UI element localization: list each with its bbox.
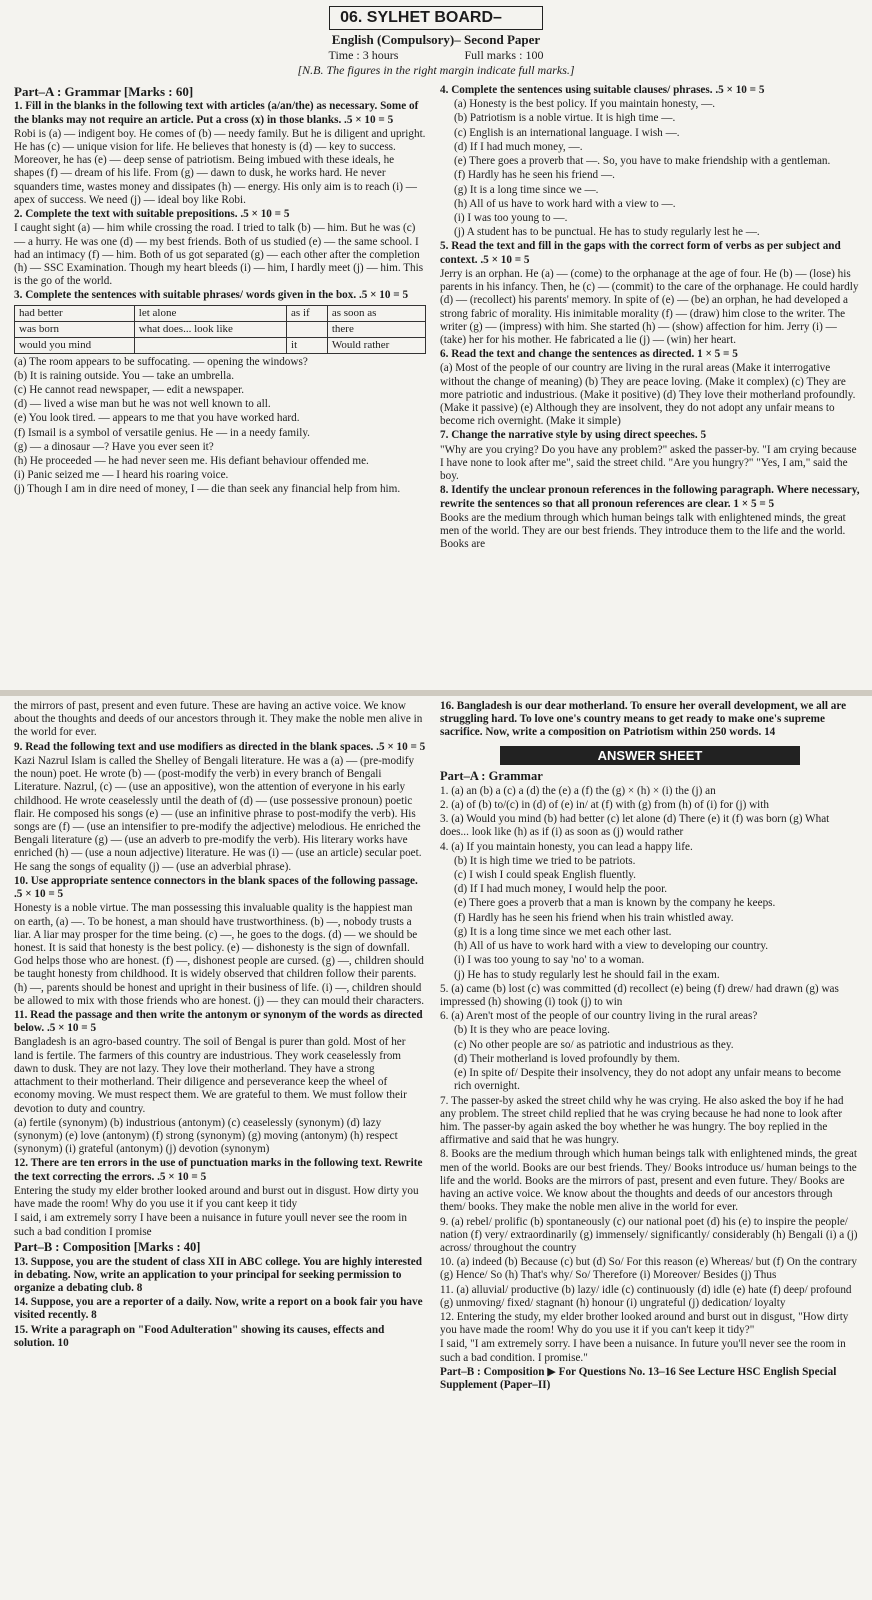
box-cell xyxy=(287,321,328,337)
answer-part-b: Part–B : Composition ▶ For Questions No. 13–16 See Lecture HSC English Special Supplement (Paper–II) xyxy=(440,1365,837,1392)
box-cell: it xyxy=(287,337,328,353)
question-9: 9. Read the following text and use modifiers as directed in the blank spaces. .5 × 10 = 5 xyxy=(14,740,426,753)
box-cell: what does... look like xyxy=(134,321,286,337)
q3-item: (e) You look tired. — appears to me that you have worked hard. xyxy=(14,412,300,425)
answer-item: (h) All of us have to work hard with a view to developing our country. xyxy=(454,940,769,953)
top-left-column xyxy=(14,84,426,498)
question-14: 14. Suppose, you are a reporter of a daily. Now, write a report on a book fair you have visited recently. 8 xyxy=(14,1296,423,1322)
question-10-text: Honesty is a noble virtue. The man possessing this invaluable quality is the happiest man on earth, (a) —. To be honest, a man should have trustworthiness. (b) —, nobody trusts a liar. A liar may prosper for the time being. (c) —, he goes to the dogs. (d) — we should be honest. It is said that honesty is the best policy. (e) — dishonesty is the sign of downfall. God helps those who are honest. (f) —, dishonest people are cursed. (g) —, children should be taught honesty from childhood. It is widely observed that children follow their parents. (h) —, parents should be honest and upright in their business of life. (i) —, children should be allowed to mix with those friends who are honest. (j) — they can mould their characters. xyxy=(14,902,425,1007)
answer-item: (d) Their motherland is loved profoundly by them. xyxy=(454,1052,680,1065)
question-11-text: Bangladesh is an agro-based country. The soil of Bengal is purer than gold. Most of her land is fertile. The farmers of this country are industrious. They work ceaselessly from dawn to dusk. They are not lazy. They love their motherland. They have a strong attachment to their motherland. Their diligence and perseverance keep the wheel of economy moving. We must respect them. We are grateful to them. We must follow their devotion to duty and country. xyxy=(14,1036,407,1115)
box-cell: Would rather xyxy=(327,337,425,353)
answer-item: 11. (a) alluvial/ productive (b) lazy/ idle (c) continuously (d) idle (e) hate (f) deep/ profound (g) unmoving/ fixed/ stagnant (h) honour (i) ungrateful (j) dedication/ loyalty xyxy=(440,1283,852,1309)
box-row xyxy=(15,337,426,353)
q4-item: (f) Hardly has he seen his friend —. xyxy=(454,169,615,182)
subject-title: English (Compulsory)– Second Paper xyxy=(331,32,541,47)
answer-item: 5. (a) came (b) lost (c) was committed (d) recollect (e) being (f) drew/ had drawn (g) was impressed (h) showing (i) took (j) to win xyxy=(440,982,839,1009)
answer-sheet-banner: ANSWER SHEET xyxy=(500,746,800,765)
box-row xyxy=(15,305,426,321)
note-line: [N.B. The figures in the right margin indicate full marks.] xyxy=(297,63,575,77)
time: Time : 3 hours xyxy=(328,48,399,62)
question-7-text: "Why are you crying? Do you have any problem?" asked the passer-by. "I am crying because I have none to look after me", said the street child. "Are you hungry?" "Yes, I am," said the boy. xyxy=(440,443,857,483)
time-line xyxy=(0,48,872,63)
q3-item: (h) He proceeded — he had never seen me. His defiant behaviour offended me. xyxy=(14,455,369,468)
upper-page xyxy=(0,0,872,690)
answer-item: 7. The passer-by asked the street child why he was crying. He also asked the boy if he had any problem. The street child replied that he was crying because he had none to look after him. The passer-by again asked the boy whether he was hungry. The boy replied in the affirmative and said that he was hungry. xyxy=(440,1094,844,1147)
q4-item: (e) There goes a proverb that —. So, you have to make friendship with a gentleman. xyxy=(454,155,831,168)
q4-item: (a) Honesty is the best policy. If you maintain honesty, —. xyxy=(454,98,716,111)
answer-item: 2. (a) of (b) to/(c) in (d) of (e) in/ at (f) with (g) from (h) of (i) for (j) with xyxy=(440,798,769,811)
answer-item: 4. (a) If you maintain honesty, you can lead a happy life. xyxy=(440,840,693,853)
question-8-continued: the mirrors of past, present and even future. These are having an active voice. We know about the thoughts and deeds of our ancestors through it. They make the noble men alive in the world for ever. xyxy=(14,700,423,739)
question-6-text: (a) Most of the people of our country are living in the rural areas (Make it interrogative without the change of meaning) (b) They are peace loving. (Make it complex) (c) They are more patriotic and industrious. (Make it positive) (d) They love their motherland profoundly. (Make it passive) (e) Although they are insolvent, they do not adopt any unfair means to become rich overnight. (Make it simple) xyxy=(440,362,856,428)
answer-item: 8. Books are the medium through which human beings talk with enlightened minds, the great men of the world. Books are our best friends. They/ Books introduce us/ human beings to the life and the world. Books are the mirrors of past, present and even future. They/ Books are having an active voice. We know about the thoughts and deeds of our ancestors through them/ books. They make the noble men alive in the world for ever. xyxy=(440,1148,857,1214)
answer-item: 10. (a) indeed (b) Because (c) but (d) So/ For this reason (e) Whereas/ but (f) On the contrary (g) Hence/ So (h) That's why/ So/ Therefore (i) Moreover/ Besides (j) Thus xyxy=(440,1256,858,1282)
box-cell: there xyxy=(327,321,425,337)
answer-item: (e) In spite of/ Despite their insolvency, they do not adopt any unfair means to become rich overnight. xyxy=(454,1067,841,1093)
answer-item: 1. (a) an (b) a (c) a (d) the (e) a (f) the (g) × (h) × (i) the (j) an xyxy=(440,784,716,797)
q3-item: (b) It is raining outside. You — take an umbrella. xyxy=(14,369,234,382)
answer-item: (e) There goes a proverb that a man is known by the company he keeps. xyxy=(454,897,776,910)
question-11: 11. Read the passage and then write the antonym or synonym of the words as directed below. .5 × 10 = 5 xyxy=(14,1009,423,1035)
board-title: 06. SYLHET BOARD– xyxy=(329,6,543,30)
q3-item: (d) — lived a wise man but he was not well known to all. xyxy=(14,398,271,411)
answer-item: (b) It is high time we tried to be patriots. xyxy=(454,854,636,867)
question-3: 3. Complete the sentences with suitable phrases/ words given in the box. .5 × 10 = 5 xyxy=(14,289,409,302)
bottom-right-column xyxy=(440,700,860,1393)
q4-item: (d) If I had much money, —. xyxy=(454,140,583,153)
question-1-text: Robi is (a) — indigent boy. He comes of (b) — needy family. But he is diligent and upright. He has (c) — unique vision for life. He believes that honesty is (d) — key to success. Moreover, he has (e) — deep sense of patriotism. Being imbued with these ideals, he shapes (f) — dream of his life. From (g) — dawn to dusk, he works hard. He never squanders time, wastes money and dissipates (h) — energy. His only aim is to reach (i) — apex of success. We need (j) — ideal boy like Robi. xyxy=(14,127,426,206)
box-cell: had better xyxy=(15,305,135,321)
answer-item: (f) Hardly has he seen his friend when his train whistled away. xyxy=(454,911,734,924)
answer-item: (d) If I had much money, I would help the poor. xyxy=(454,883,668,896)
question-11-items: (a) fertile (synonym) (b) industrious (antonym) (c) ceaselessly (synonym) (d) lazy (synonym) (e) love (antonym) (f) strong (synonym) (g) moving (antonym) (h) respect (synonym) (i) grateful (antonym) (j) devotion (synonym) xyxy=(14,1116,398,1156)
q4-item: (b) Patriotism is a noble virtue. It is high time —. xyxy=(454,112,676,125)
box-cell xyxy=(134,337,286,353)
question-4: 4. Complete the sentences using suitable clauses/ phrases. .5 × 10 = 5 xyxy=(440,84,765,96)
question-8: 8. Identify the unclear pronoun references in the following paragraph. Where necessary, rewrite the sentences so that all pronoun references are clear. 1 × 5 = 5 xyxy=(440,484,860,510)
box-cell: let alone xyxy=(134,305,286,321)
box-cell: was born xyxy=(15,321,135,337)
bottom-left-column xyxy=(14,700,426,1351)
question-15: 15. Write a paragraph on "Food Adulteration" showing its causes, effects and solution. 10 xyxy=(14,1323,385,1349)
phrase-box xyxy=(14,305,426,354)
q4-item: (h) All of us have to work hard with a view to —. xyxy=(454,197,676,210)
q4-item: (i) I was too young to —. xyxy=(454,211,568,224)
answer-item: 12. Entering the study, my elder brother looked around and burst out in disgust, "How dirty you have made the room! Why do you use it if you can't keep it tidy?" xyxy=(440,1311,849,1337)
q3-item: (f) Ismail is a symbol of versatile genius. He — in a needy family. xyxy=(14,426,310,439)
exam-header xyxy=(0,0,872,78)
box-cell: as soon as xyxy=(327,305,425,321)
answer-item: (c) I wish I could speak English fluently. xyxy=(454,869,636,882)
question-16: 16. Bangladesh is our dear motherland. To ensure her overall development, we all are struggling hard. To love one's country means to get ready to make one's supreme sacrifice. Now, write a composition on Patriotism within 250 words. 14 xyxy=(440,700,847,739)
box-cell: would you mind xyxy=(15,337,135,353)
full-marks: Full marks : 100 xyxy=(464,48,544,62)
question-9-text: Kazi Nazrul Islam is called the Shelley of Bengali literature. He was a (a) — (pre-modify the noun) poet. He wrote (b) — (post-modify the verb) in every branch of Bengali Literature. Nazrul, (c) — (use an appositive), won the attention of everyone in his early childhood. He wrote ceaselessly until the death of (d) — (use possessive pronoun) poetic flair. He composed his songs (e) — (use an infinitive phrase to post-modify the verb). His songs are (f) — (use an intensifier to pre-modify the adjective) melodious. He enriched the Bengali literature (g) — (use an adverb to pre-modify the verb). His literary works have enriched (h) — (use a noun adjective) literature. He was (i) — (use an article) secular poet. He sang the songs of equality (j) — (use an adverbial phrase). xyxy=(14,754,422,873)
q4-item: (j) A student has to be punctual. He has to study regularly lest he —. xyxy=(454,226,760,239)
answer-item: 3. (a) Would you mind (b) had better (c) let alone (d) There (e) it (f) was born (g) What does... look like (h) as if (i) as soon as (j) would rather xyxy=(440,813,830,839)
box-row xyxy=(15,321,426,337)
lower-page xyxy=(0,696,872,1600)
answer-item: 6. (a) Aren't most of the people of our country living in the rural areas? xyxy=(440,1010,758,1023)
top-right-column xyxy=(440,84,860,552)
answer-item: (i) I was too young to say 'no' to a woman. xyxy=(454,954,645,967)
answer-item: I said, "I am extremely sorry. I have been a nuisance. In future you'll never see the room in such a bad condition. I promise." xyxy=(440,1338,846,1364)
question-12-text-2: I said, i am extremely sorry I have been a nuisance in future youll never see the room in such a bad condition I promise xyxy=(14,1212,407,1238)
q4-item: (c) English is an international language. I wish —. xyxy=(454,126,680,139)
answer-part-a: Part–A : Grammar xyxy=(440,768,543,783)
question-1: 1. Fill in the blanks in the following text with articles (a/an/the) as necessary. Some of the blanks may not require an article. Put a cross (x) in those blanks. .5 × 10 = 5 xyxy=(14,100,419,126)
question-5: 5. Read the text and fill in the gaps with the correct form of verbs as per subject and context. .5 × 10 = 5 xyxy=(440,240,841,266)
question-12: 12. There are ten errors in the use of punctuation marks in the following text. Rewrite the text correcting the errors. .5 × 10 = 5 xyxy=(14,1157,423,1183)
q3-item: (g) — a dinosaur —? Have you ever seen it? xyxy=(14,440,214,453)
q4-item: (g) It is a long time since we —. xyxy=(454,183,599,196)
part-a-title: Part–A : Grammar [Marks : 60] xyxy=(14,84,194,99)
question-13: 13. Suppose, you are the student of class XII in ABC college. You are highly interested in debating. Now, write an application to your principal for seeking permission to organize a debating club. 8 xyxy=(14,1255,422,1294)
question-7: 7. Change the narrative style by using direct speeches. 5 xyxy=(440,429,707,442)
question-2: 2. Complete the text with suitable prepositions. .5 × 10 = 5 xyxy=(14,208,290,221)
q3-item: (c) He cannot read newspaper, — edit a newspaper. xyxy=(14,383,245,396)
question-12-text: Entering the study my elder brother looked around and burst out in disgust. How dirty you have made the room! Why do you use it if you cant keep it tidy xyxy=(14,1184,419,1211)
answer-item: 9. (a) rebel/ prolific (b) spontaneously (c) our national poet (d) his (e) to inspire the people/ nation (f) very/ extraordinarily (g) immensely/ significantly/ considerably (h) Bengali (i) a (j) across/ throughout the country xyxy=(440,1215,858,1254)
question-2-text: I caught sight (a) — him while crossing the road. I tried to talk (b) — him. But he was (c) — a hurry. He was one (d) — my best friends. Both of us studied (e) — the same school. I had an intimacy (f) — him. Both of us got separated (g) — each other after the completion (h) — SSC Examination. Though my heart bleeds (i) — him, I hardly meet (j) — him. This is the go of the world. xyxy=(14,222,424,288)
answer-item: (c) No other people are so/ as patriotic and industrious as they. xyxy=(454,1038,734,1051)
question-10: 10. Use appropriate sentence connectors in the blank spaces of the following passage. .5 × 10 = 5 xyxy=(14,874,418,901)
answer-item: (b) It is they who are peace loving. xyxy=(454,1024,610,1037)
question-8-text: Books are the medium through which human beings talk with enlightened minds, the great men of the world. They are our best friends. They introduce them to the life and the world. Books are xyxy=(440,511,846,551)
answer-item: (j) He has to study regularly lest he should fail in the exam. xyxy=(454,968,720,981)
q3-item: (j) Though I am in dire need of money, I — die than seek any financial help from him. xyxy=(14,483,401,496)
question-5-text: Jerry is an orphan. He (a) — (come) to the orphanage at the age of four. He (b) — (lose) his parents in his infancy. Then, he (c) — (commit) to the care of the orphanage. He could hardly (d) — (recollect) his parents' memory. In spite of (e) — (be) an orphan, he had developed a strong fabric of morality. His inimitable morality (f) — (draw) him close to the writer. The writer (g) — (impress) with him. She started (h) — (show) affection for him. Jerry (i) — (take) her for his mother. He fabricated a lie (j) — (win) her heart. xyxy=(440,267,859,346)
part-b-title: Part–B : Composition [Marks : 40] xyxy=(14,1239,201,1254)
q3-item: (i) Panic seized me — I heard his roaring voice. xyxy=(14,469,229,482)
answer-item: (g) It is a long time since we met each other last. xyxy=(454,925,672,938)
question-6: 6. Read the text and change the sentences as directed. 1 × 5 = 5 xyxy=(440,348,738,361)
q3-item: (a) The room appears to be suffocating. — opening the windows? xyxy=(14,355,308,368)
box-cell: as if xyxy=(287,305,328,321)
